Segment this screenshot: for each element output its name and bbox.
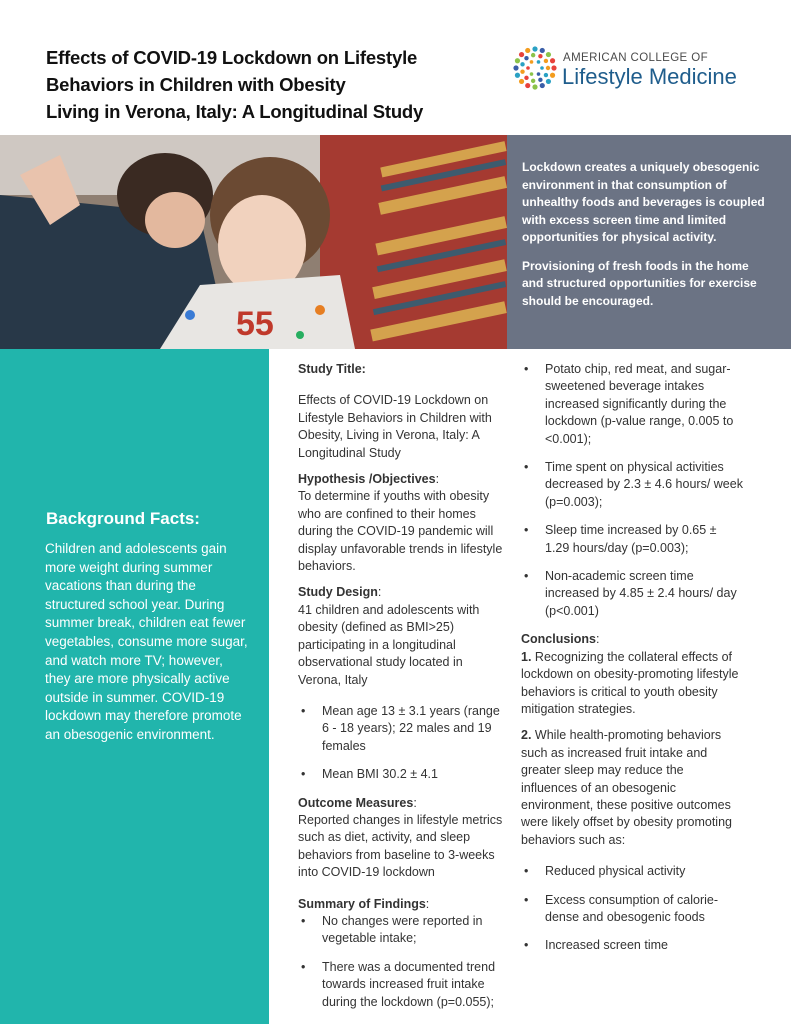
logo-dot: [540, 66, 544, 70]
conclusions-label: Conclusions: [521, 632, 597, 647]
page-title: [46, 44, 466, 125]
title-line-1: Effects of COVID-19 Lockdown on Lifestyle: [46, 47, 418, 68]
hypothesis-label: Hypothesis /Objectives: [298, 472, 436, 487]
logo-name-line: Lifestyle Medicine: [562, 64, 737, 89]
background-facts-panel: [0, 349, 269, 1024]
hypothesis-text: To determine if youths with obesity who are confined to their homes during the COVID-19 pandemic will display unfavorable trends in lifestyle behaviors.: [298, 489, 503, 574]
study-column-2: [521, 361, 743, 966]
key-message-1: Lockdown creates a uniquely obesogenic environment in that consumption of unhealthy foods and beverages is coupled with excess screen time and limited opportunities for physical activity.: [522, 160, 765, 244]
list-item: • Sleep time increased by 0.65 ± 1.29 hours/day (p=0.003);: [524, 523, 717, 555]
list-item: • Mean BMI 30.2 ± 4.1: [301, 767, 438, 782]
list-item: • Reduced physical activity: [524, 864, 686, 879]
logo-dot: [513, 65, 518, 70]
list-item: • Increased screen time: [524, 938, 668, 953]
list-item: • Potato chip, red meat, and sugar-sweetened beverage intakes increased significantly during the lockdown (p-value range, 0.005 to <0.001);: [524, 362, 734, 446]
logo-dot: [537, 72, 541, 76]
logo-dot: [546, 79, 551, 84]
key-message-2: Provisioning of fresh foods in the home and structured opportunities for exercise should be encouraged.: [522, 258, 757, 308]
svg-text:55: 55: [236, 305, 274, 343]
list-item: • Time spent on physical activities decreased by 2.3 ± 4.6 hours/ week (p=0.003);: [524, 460, 743, 509]
list-item: • There was a documented trend towards increased fruit intake during the lockdown (p=0.055);: [301, 959, 496, 1009]
title-line-3: Living in Verona, Italy: A Longitudinal Study: [46, 101, 424, 122]
summary-section: Summary of Findings: • No changes were reported in vegetable intake; • There was a documented trend towards increased fruit intake during the lockdown (p=0.055);: [298, 896, 508, 1011]
logo-dot: [525, 83, 530, 88]
design-label: Study Design: [298, 585, 378, 600]
logo-org-line: AMERICAN COLLEGE OF: [563, 52, 708, 64]
logo-dot: [531, 79, 535, 83]
logo-dot: [540, 48, 545, 53]
design-section: Study Design: 41 children and adolescents with obesity (defined as BMI>25) participating in a longitudinal observational study located in Verona, Italy • Mean age 13 ± 3.1 years (range 6 - 18 years); 22 males and 19 females • Mean BMI 30.2 ± 4.1: [298, 584, 508, 783]
study-title-label: Study Title:: [298, 362, 366, 376]
hypothesis-section: Hypothesis /Objectives: To determine if youths with obesity who are confined to their homes during the COVID-19 pandemic will display unfavorable trends in lifestyle behaviors.: [298, 471, 508, 575]
logo-dot: [525, 48, 530, 53]
logo-dot: [532, 46, 537, 51]
hero-photo: [0, 135, 507, 349]
list-item: • Non-academic screen time increased by 4.85 ± 2.4 hours/ day (p<0.001): [524, 569, 737, 618]
outcome-label: Outcome Measures: [298, 795, 414, 810]
logo-dot: [538, 54, 542, 58]
background-text: Children and adolescents gain more weight during summer vacations than during the structured school year. During summer break, children eat fewer vegetables, consume more sugar, and watch more TV; however, they are more physically active outside in summer. COVID-19 lockdown may therefore promote an obesogenic environment.: [45, 541, 248, 742]
logo-dot: [550, 58, 555, 63]
logo-dot: [530, 72, 534, 76]
outcome-section: Outcome Measures: Reported changes in lifestyle metrics such as diet, activity, and sleep behaviors from baseline to 3-weeks into COVID-19 lockdown: [298, 795, 508, 882]
study-column-1: [298, 361, 508, 1022]
logo-dot: [524, 56, 528, 60]
study-title-text: Effects of COVID-19 Lockdown on Lifestyle Behaviors in Children with Obesity, Living in Verona, Italy: A Longitudinal Study: [298, 393, 492, 460]
logo-dot: [520, 62, 524, 66]
background-heading: Background Facts:: [46, 509, 200, 528]
design-text: 41 children and adolescents with obesity (defined as BMI>25) participating in a longitudinal observational study located in Verona, Italy: [298, 602, 480, 687]
logo-dot: [544, 59, 548, 63]
logo-dot: [550, 73, 555, 78]
logo-dot: [551, 65, 556, 70]
outcome-text: Reported changes in lifestyle metrics such as diet, activity, and sleep behaviors from baseline to 3-weeks into COVID-19 lockdown: [298, 812, 503, 880]
logo-dot: [519, 79, 524, 84]
logo-dot: [544, 73, 548, 77]
conclusion-item-1: 1. Recognizing the collateral effects of lockdown on obesity-promoting lifestyle behaviors is critical to youth obesity mitigation strategies.: [521, 649, 739, 716]
list-item: • No changes were reported in vegetable intake;: [301, 913, 483, 946]
logo-dot: [537, 60, 541, 64]
list-item: • Excess consumption of calorie-dense and obesogenic foods: [524, 892, 718, 924]
logo-dot: [531, 53, 535, 57]
dotted-circle-logo-icon: [513, 46, 557, 90]
conclusion-item-2: 2. While health-promoting behaviors such as increased fruit intake and greater sleep may reduce the influences of an obesogenic environment, these positive outcomes were likely offset by obesity promoting behaviors such as:: [521, 728, 732, 847]
logo-dot: [526, 66, 530, 70]
list-item: • Mean age 13 ± 3.1 years (range 6 - 18 years); 22 males and 19 females: [301, 703, 500, 753]
logo-dot: [540, 83, 545, 88]
logo-dot: [530, 60, 534, 64]
logo-dot: [519, 52, 524, 57]
logo-dot: [520, 69, 524, 73]
acl-logo: [513, 46, 753, 92]
logo-dot: [546, 52, 551, 57]
logo-dot: [515, 58, 520, 63]
summary-label: Summary of Findings: [298, 896, 426, 911]
logo-dot: [546, 66, 550, 70]
logo-dot: [532, 84, 537, 89]
logo-dot: [515, 73, 520, 78]
conclusions-section: Conclusions: 1. Recognizing the collateral effects of lockdown on obesity-promoting lifestyle behaviors is critical to youth obesity mitigation strategies. 2. While health-promoting behaviors such as increased fruit intake and greater sleep may reduce the influences of an obesogenic environment, these positive outcomes were likely offset by obesity promoting behaviors such as: • Reduced physical activity • Excess consumption of calorie-dense and obesogenic foods • Increased screen time: [521, 631, 743, 955]
logo-dot: [538, 78, 542, 82]
key-message-panel: [507, 135, 791, 349]
title-line-2: Behaviors in Children with Obesity: [46, 74, 346, 95]
logo-dot: [524, 76, 528, 80]
family-on-couch-photo-icon: [0, 135, 507, 349]
